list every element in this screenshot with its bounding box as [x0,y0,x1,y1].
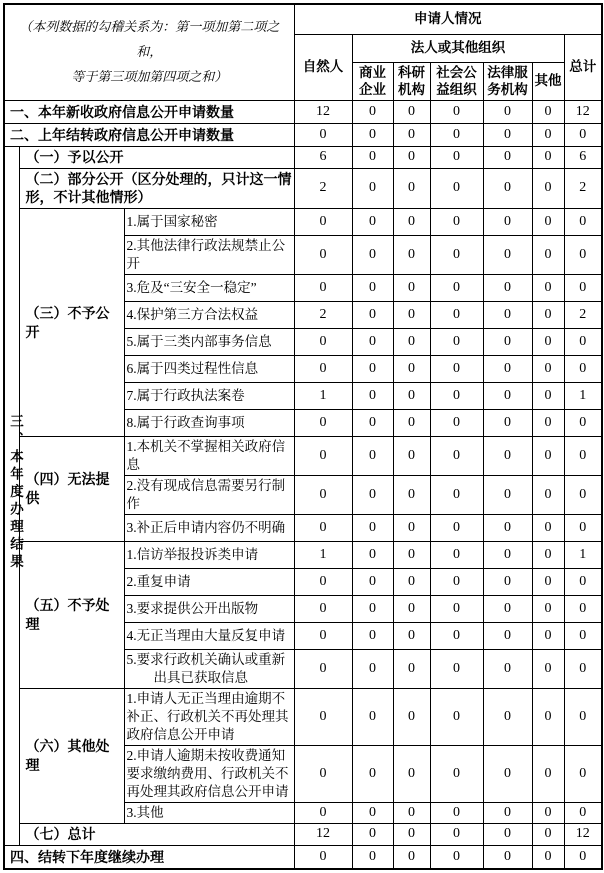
value-cell: 0 [430,623,483,650]
value-cell: 0 [294,802,352,823]
col-header-legal-service: 法律服务机构 [483,62,532,100]
value-cell: 12 [564,100,602,123]
value-cell: 0 [352,123,393,146]
item-label: 5.要求行政机关确认或重新 出具已获取信息 [124,650,294,689]
value-cell: 0 [564,236,602,275]
value-cell: 0 [294,329,352,356]
value-cell: 0 [430,383,483,410]
value-cell: 0 [564,437,602,476]
value-cell: 0 [352,329,393,356]
value-cell: 0 [393,302,430,329]
value-cell: 0 [393,596,430,623]
value-cell: 0 [393,437,430,476]
value-cell: 0 [564,410,602,437]
col-header-commercial: 商业企业 [352,62,393,100]
row-label: （一）予以公开 [19,146,294,168]
row-label: 二、上年结转政府信息公开申请数量 [4,123,294,146]
value-cell: 0 [393,650,430,689]
value-cell: 0 [393,823,430,845]
value-cell: 0 [393,689,430,746]
value-cell: 0 [352,100,393,123]
value-cell: 0 [352,168,393,209]
item-label: 3.要求提供公开出版物 [124,596,294,623]
value-cell: 1 [564,542,602,569]
value-cell: 0 [564,476,602,515]
reconciliation-note: （本列数据的勾稽关系为：第一项加第二项之和， 等于第三项加第四项之和） [4,4,294,100]
value-cell: 0 [564,209,602,236]
item-label: 5.属于三类内部事务信息 [124,329,294,356]
col-header-research: 科研机构 [393,62,430,100]
value-cell: 0 [483,302,532,329]
row-label: （三）不予公开 [19,209,124,437]
value-cell: 0 [532,745,564,802]
table-row [4,845,602,869]
col-header-total: 总计 [564,34,602,100]
value-cell: 0 [294,745,352,802]
row-label: （四）无法提供 [19,437,124,542]
value-cell: 0 [430,236,483,275]
value-cell: 6 [564,146,602,168]
table-row [4,168,602,209]
row-label: （六）其他处理 [19,689,124,824]
value-cell: 0 [352,410,393,437]
value-cell: 0 [393,329,430,356]
value-cell: 0 [430,745,483,802]
value-cell: 0 [393,745,430,802]
value-cell: 0 [352,689,393,746]
value-cell: 0 [483,100,532,123]
value-cell: 0 [352,476,393,515]
table-row [4,823,602,845]
value-cell: 0 [483,168,532,209]
col-header-other: 其他 [532,62,564,100]
value-cell: 0 [532,100,564,123]
item-label: 3.危及“三安全一稳定” [124,275,294,302]
value-cell: 0 [532,596,564,623]
value-cell: 0 [352,569,393,596]
value-cell: 0 [294,650,352,689]
table-row [4,146,602,168]
value-cell: 0 [294,569,352,596]
value-cell: 0 [430,100,483,123]
value-cell: 0 [483,356,532,383]
row-label: 四、结转下年度继续办理 [4,845,294,869]
value-cell: 0 [294,689,352,746]
value-cell: 0 [430,542,483,569]
value-cell: 0 [393,410,430,437]
value-cell: 0 [430,476,483,515]
value-cell: 0 [393,476,430,515]
value-cell: 0 [294,356,352,383]
value-cell: 12 [294,823,352,845]
value-cell: 0 [564,123,602,146]
value-cell: 1 [294,542,352,569]
value-cell: 0 [352,802,393,823]
table-row [4,100,602,123]
value-cell: 0 [483,745,532,802]
value-cell: 0 [564,356,602,383]
value-cell: 0 [352,146,393,168]
value-cell: 0 [430,845,483,869]
value-cell: 0 [393,236,430,275]
value-cell: 0 [532,209,564,236]
value-cell: 0 [483,802,532,823]
value-cell: 0 [564,802,602,823]
value-cell: 0 [564,275,602,302]
value-cell: 0 [430,569,483,596]
value-cell: 0 [430,329,483,356]
item-label: 4.保护第三方合法权益 [124,302,294,329]
value-cell: 6 [294,146,352,168]
value-cell: 0 [532,569,564,596]
value-cell: 0 [294,845,352,869]
value-cell: 12 [294,100,352,123]
value-cell: 0 [532,845,564,869]
item-label: 1.信访举报投诉类申请 [124,542,294,569]
value-cell: 0 [564,623,602,650]
value-cell: 2 [564,302,602,329]
item-label: 2.没有现成信息需要另行制作 [124,476,294,515]
value-cell: 0 [564,596,602,623]
value-cell: 0 [294,596,352,623]
value-cell: 0 [483,650,532,689]
value-cell: 0 [294,236,352,275]
table-row [4,4,602,34]
item-label: 4.无正当理由大量反复申请 [124,623,294,650]
value-cell: 1 [564,383,602,410]
value-cell: 0 [294,515,352,542]
value-cell: 0 [483,476,532,515]
value-cell: 0 [483,515,532,542]
value-cell: 0 [430,689,483,746]
value-cell: 0 [430,356,483,383]
value-cell: 0 [483,209,532,236]
value-cell: 0 [393,356,430,383]
col-header-public-welfare: 社会公益组织 [430,62,483,100]
value-cell: 0 [430,302,483,329]
value-cell: 0 [393,623,430,650]
item-label: 1.属于国家秘密 [124,209,294,236]
value-cell: 0 [393,515,430,542]
value-cell: 0 [483,569,532,596]
value-cell: 0 [483,123,532,146]
item-label: 2.其他法律行政法规禁止公开 [124,236,294,275]
value-cell: 0 [564,515,602,542]
value-cell: 0 [294,623,352,650]
section-vertical-label-text: 三、本年度办理结果 [8,414,23,572]
value-cell: 0 [393,542,430,569]
value-cell: 0 [430,802,483,823]
table-row [4,123,602,146]
value-cell: 0 [483,689,532,746]
value-cell: 0 [352,823,393,845]
value-cell: 0 [483,542,532,569]
item-label: 3.其他 [124,802,294,823]
table-row [4,437,602,476]
value-cell: 0 [532,802,564,823]
value-cell: 0 [483,329,532,356]
value-cell: 0 [564,650,602,689]
value-cell: 1 [294,383,352,410]
value-cell: 0 [532,410,564,437]
value-cell: 0 [532,623,564,650]
table-row [4,209,602,236]
row-label: （二）部分公开（区分处理的，只计这一情形，不计其他情形） [19,168,294,209]
value-cell: 12 [564,823,602,845]
value-cell: 0 [393,146,430,168]
item-label: 7.属于行政执法案卷 [124,383,294,410]
value-cell: 0 [564,329,602,356]
value-cell: 0 [430,168,483,209]
value-cell: 0 [430,410,483,437]
value-cell: 0 [294,476,352,515]
value-cell: 0 [393,845,430,869]
value-cell: 0 [532,236,564,275]
table-row [4,542,602,569]
value-cell: 0 [294,275,352,302]
value-cell: 0 [352,745,393,802]
value-cell: 0 [352,437,393,476]
value-cell: 0 [352,302,393,329]
value-cell: 0 [483,410,532,437]
value-cell: 0 [352,275,393,302]
value-cell: 0 [393,100,430,123]
value-cell: 2 [564,168,602,209]
col-header-applicant-situation: 申请人情况 [294,4,602,34]
value-cell: 0 [352,209,393,236]
value-cell: 0 [393,209,430,236]
value-cell: 0 [430,596,483,623]
value-cell: 0 [532,146,564,168]
value-cell: 0 [483,596,532,623]
item-label: 6.属于四类过程性信息 [124,356,294,383]
value-cell: 0 [393,275,430,302]
value-cell: 0 [352,236,393,275]
value-cell: 0 [430,437,483,476]
value-cell: 0 [430,146,483,168]
value-cell: 0 [483,437,532,476]
value-cell: 0 [352,356,393,383]
value-cell: 0 [532,168,564,209]
row-label: （五）不予处理 [19,542,124,689]
table-row [4,689,602,746]
annual-report-table [3,3,603,870]
value-cell: 0 [393,569,430,596]
value-cell: 0 [483,845,532,869]
value-cell: 0 [430,515,483,542]
value-cell: 0 [532,542,564,569]
value-cell: 0 [352,383,393,410]
value-cell: 0 [532,123,564,146]
col-header-legal-or-other: 法人或其他组织 [352,34,564,62]
value-cell: 0 [532,515,564,542]
value-cell: 0 [564,845,602,869]
value-cell: 0 [294,410,352,437]
value-cell: 0 [564,745,602,802]
value-cell: 0 [393,168,430,209]
item-label: 1.本机关不掌握相关政府信息 [124,437,294,476]
value-cell: 0 [352,542,393,569]
value-cell: 0 [294,437,352,476]
item-label: 1.申请人无正当理由逾期不补正、行政机关不再处理其政府信息公开申请 [124,689,294,746]
value-cell: 0 [294,209,352,236]
item-label: 8.属于行政查询事项 [124,410,294,437]
row-label: （七）总计 [19,823,294,845]
value-cell: 0 [483,823,532,845]
value-cell: 0 [532,650,564,689]
value-cell: 0 [532,689,564,746]
value-cell: 0 [483,623,532,650]
value-cell: 0 [532,302,564,329]
value-cell: 2 [294,168,352,209]
item-label: 3.补正后申请内容仍不明确 [124,515,294,542]
value-cell: 0 [352,623,393,650]
value-cell: 0 [294,123,352,146]
section-vertical-label [4,146,23,845]
value-cell: 0 [430,209,483,236]
value-cell: 0 [352,845,393,869]
value-cell: 0 [352,596,393,623]
value-cell: 0 [483,146,532,168]
value-cell: 0 [532,476,564,515]
value-cell: 0 [532,437,564,476]
value-cell: 0 [564,569,602,596]
value-cell: 0 [430,823,483,845]
value-cell: 0 [430,275,483,302]
value-cell: 0 [532,823,564,845]
value-cell: 0 [483,383,532,410]
value-cell: 0 [483,275,532,302]
value-cell: 0 [532,356,564,383]
col-header-natural-person: 自然人 [294,34,352,100]
value-cell: 0 [393,802,430,823]
item-label: 2.申请人逾期未按收费通知要求缴纳费用、行政机关不再处理其政府信息公开申请 [124,745,294,802]
value-cell: 0 [532,383,564,410]
value-cell: 0 [352,515,393,542]
value-cell: 2 [294,302,352,329]
value-cell: 0 [430,123,483,146]
value-cell: 0 [532,329,564,356]
value-cell: 0 [532,275,564,302]
value-cell: 0 [352,650,393,689]
value-cell: 0 [564,689,602,746]
value-cell: 0 [430,650,483,689]
item-label: 2.重复申请 [124,569,294,596]
value-cell: 0 [393,383,430,410]
value-cell: 0 [483,236,532,275]
value-cell: 0 [393,123,430,146]
row-label: 一、本年新收政府信息公开申请数量 [4,100,294,123]
